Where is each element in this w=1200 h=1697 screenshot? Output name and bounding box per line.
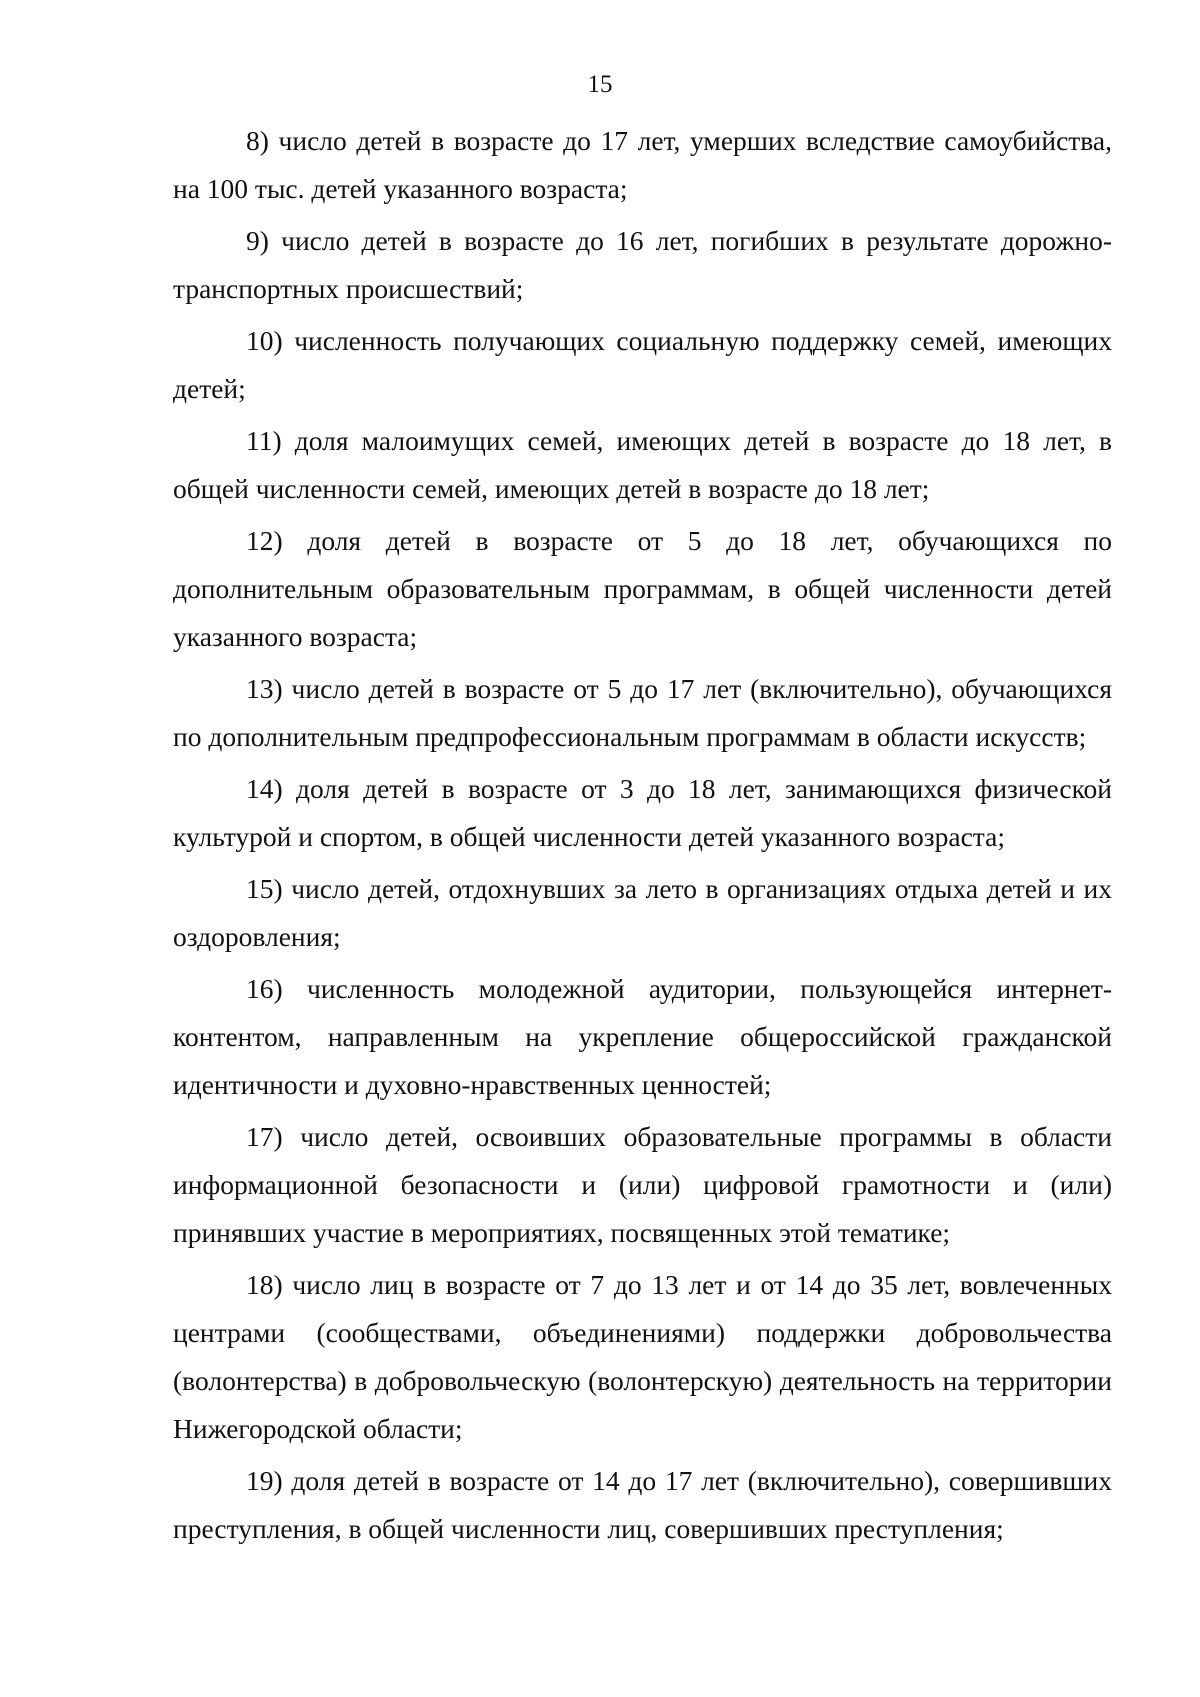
document-body: [173, 117, 1112, 1553]
list-item-11: 11) доля малоимущих семей, имеющих детей в возрасте до 18 лет, в общей численности семей, имеющих детей в возрасте до 18 лет;: [173, 425, 1112, 504]
list-item-10: 10) численность получающих социальную поддержку семей, имеющих детей;: [173, 325, 1112, 404]
list-item-9: 9) число детей в возрасте до 16 лет, погибших в результате дорожно-транспортных происшествий;: [173, 225, 1112, 304]
page-number: 15: [587, 71, 613, 98]
list-item-8: 8) число детей в возрасте до 17 лет, умерших вследствие самоубийства, на 100 тыс. детей указанного возраста;: [173, 125, 1112, 204]
list-item-17: 17) число детей, освоивших образовательные программы в области информационной безопасности и (или) цифровой грамотности и (или) принявших участие в мероприятиях, посвященных этой тематике;: [173, 1121, 1112, 1248]
list-item-18: 18) число лиц в возрасте от 7 до 13 лет и от 14 до 35 лет, вовлеченных центрами (сообществами, объединениями) поддержки добровольчества (волонтерства) в добровольческую (волонтерскую) деятельность на территории Нижегородской области;: [173, 1269, 1112, 1444]
list-item-15: 15) число детей, отдохнувших за лето в организациях отдыха детей и их оздоровления;: [173, 873, 1112, 952]
list-item-19: 19) доля детей в возрасте от 14 до 17 лет (включительно), совершивших преступления, в общей численности лиц, совершивших преступления;: [173, 1465, 1112, 1544]
list-item-12: 12) доля детей в возрасте от 5 до 18 лет, обучающихся по дополнительным образовательным программам, в общей численности детей указанного возраста;: [173, 525, 1112, 652]
list-item-13: 13) число детей в возрасте от 5 до 17 лет (включительно), обучающихся по дополнительным предпрофессиональным программам в области искусств;: [173, 673, 1112, 752]
list-item-14: 14) доля детей в возрасте от 3 до 18 лет, занимающихся физической культурой и спортом, в общей численности детей указанного возраста;: [173, 773, 1112, 852]
list-item-16: 16) численность молодежной аудитории, пользующейся интернет-контентом, направленным на укрепление общероссийской гражданской идентичности и духовно-нравственных ценностей;: [173, 973, 1112, 1100]
